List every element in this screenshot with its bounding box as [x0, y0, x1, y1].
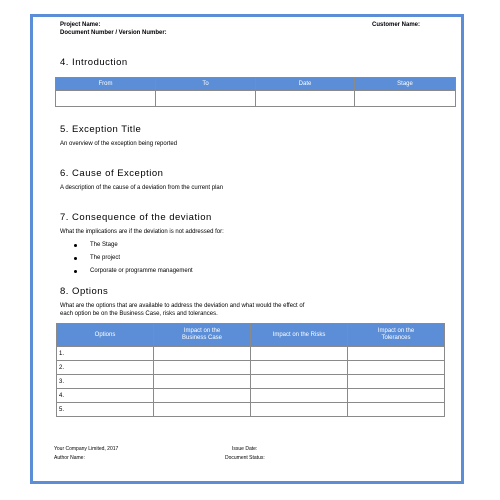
list-item: The Stage	[71, 239, 193, 252]
option-number-cell: 2.	[57, 361, 154, 375]
option-number-cell: 3.	[57, 375, 154, 389]
options-text-line-2: each option be on the Business Case, risks and tolerances.	[60, 311, 218, 317]
column-header-to: To	[156, 78, 256, 91]
column-header-date: Date	[256, 78, 355, 91]
table-row	[57, 403, 445, 417]
footer-issue-date: Issue Date:	[232, 446, 258, 452]
option-number-cell: 4.	[57, 389, 154, 403]
consequence-heading: 7. Consequence of the deviation	[60, 212, 212, 223]
options-heading: 8. Options	[60, 286, 109, 297]
table-row	[57, 347, 445, 361]
table-cell[interactable]	[348, 389, 445, 403]
table-cell[interactable]	[355, 91, 456, 107]
column-header-tolerances: Impact on the Tolerances	[348, 324, 445, 347]
table-cell[interactable]	[348, 375, 445, 389]
list-item: The project	[71, 252, 193, 265]
document-number-label: Document Number / Version Number:	[60, 30, 167, 36]
options-text-line-1: What are the options that are available to address the deviation and what would the effect of	[60, 303, 305, 309]
table-cell[interactable]	[154, 361, 251, 375]
document-page	[54, 18, 456, 478]
table-cell[interactable]	[156, 91, 256, 107]
table-row	[56, 91, 456, 107]
table-cell[interactable]	[251, 375, 348, 389]
column-header-business-case: Impact on the Business Case	[154, 324, 251, 347]
table-row	[57, 389, 445, 403]
introduction-heading: 4. Introduction	[60, 57, 128, 68]
exception-title-heading: 5. Exception Title	[60, 124, 142, 135]
table-cell[interactable]	[251, 361, 348, 375]
footer-company: Your Company Limited, 2017	[54, 446, 119, 452]
introduction-table	[55, 77, 456, 107]
bullet-icon	[74, 257, 77, 260]
options-table-header	[57, 324, 445, 347]
footer-author-name: Author Name:	[54, 455, 85, 461]
column-header-stage: Stage	[355, 78, 456, 91]
option-number-cell: 1.	[57, 347, 154, 361]
list-item: Corporate or programme management	[71, 265, 193, 278]
table-cell[interactable]	[348, 403, 445, 417]
table-row	[57, 361, 445, 375]
options-table	[56, 323, 445, 417]
option-number-cell: 5.	[57, 403, 154, 417]
consequence-text: What the implications are if the deviation is not addressed for:	[60, 229, 224, 235]
column-header-risks: Impact on the Risks	[251, 324, 348, 347]
consequence-list	[71, 239, 193, 278]
project-name-label: Project Name:	[60, 22, 101, 28]
introduction-table-header	[56, 78, 456, 91]
cause-text: A description of the cause of a deviation from the current plan	[60, 185, 224, 191]
exception-title-text: An overview of the exception being reported	[60, 141, 178, 147]
table-cell[interactable]	[251, 403, 348, 417]
table-cell[interactable]	[154, 347, 251, 361]
table-cell[interactable]	[154, 375, 251, 389]
footer-document-status: Document Status:	[225, 455, 265, 461]
bullet-icon	[74, 244, 77, 247]
table-cell[interactable]	[251, 389, 348, 403]
table-cell[interactable]	[348, 347, 445, 361]
table-cell[interactable]	[56, 91, 156, 107]
table-cell[interactable]	[251, 347, 348, 361]
cause-heading: 6. Cause of Exception	[60, 168, 164, 179]
table-cell[interactable]	[256, 91, 355, 107]
table-cell[interactable]	[154, 389, 251, 403]
table-row	[57, 375, 445, 389]
column-header-from: From	[56, 78, 156, 91]
customer-name-label: Customer Name:	[372, 22, 421, 28]
table-cell[interactable]	[154, 403, 251, 417]
bullet-icon	[74, 270, 77, 273]
column-header-options: Options	[57, 324, 154, 347]
table-cell[interactable]	[348, 361, 445, 375]
